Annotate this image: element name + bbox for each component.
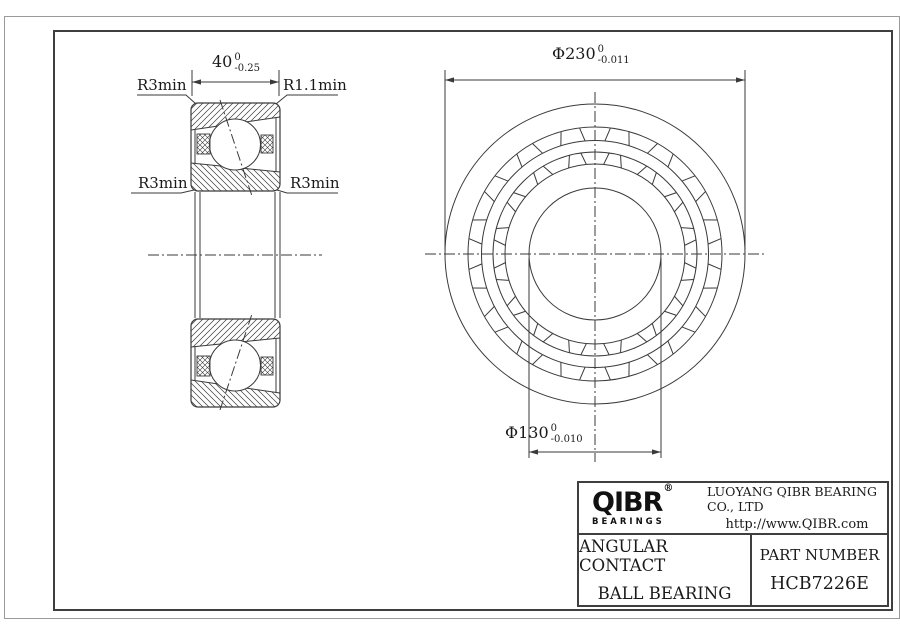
title-block-detail-row: [579, 535, 887, 605]
brand-logo-subtext: BEARINGS: [592, 517, 665, 527]
radius-label-bottom-left: R3min: [138, 174, 188, 192]
radius-label-top-left: R3min: [137, 76, 187, 94]
product-name-line2: BALL BEARING: [597, 584, 732, 603]
part-number-value: HCB7226E: [770, 574, 869, 594]
bore-diameter-dimension: [505, 425, 583, 447]
product-name-cell: [579, 535, 750, 605]
radius-label-top-right: R1.1min: [283, 76, 347, 94]
width-dimension-tolerance: 0 -0.25: [234, 52, 261, 74]
product-name-line1: ANGULAR CONTACT: [579, 537, 668, 575]
bore-diameter-tolerance: 0 -0.010: [550, 423, 583, 445]
outer-diameter-dimension: [552, 46, 630, 68]
company-info: [707, 483, 887, 533]
title-block: [577, 481, 889, 607]
bore-diameter-value: Φ130: [505, 423, 549, 442]
outer-diameter-tolerance: 0 -0.011: [597, 44, 630, 66]
width-dimension-value: 40: [212, 52, 233, 71]
title-block-header-row: [579, 483, 887, 535]
registered-trademark-icon: ®: [663, 483, 674, 494]
brand-logo-text: QIBR: [592, 487, 663, 518]
company-name: LUOYANG QIBR BEARING CO., LTD: [707, 484, 877, 514]
outer-diameter-value: Φ230: [552, 44, 596, 63]
brand-logo: [579, 483, 707, 533]
company-url: http://www.QIBR.com: [725, 517, 869, 532]
width-dimension: [212, 54, 260, 76]
part-number-cell: [750, 535, 887, 605]
radius-label-bottom-right: R3min: [290, 174, 340, 192]
part-number-label: PART NUMBER: [759, 546, 880, 564]
